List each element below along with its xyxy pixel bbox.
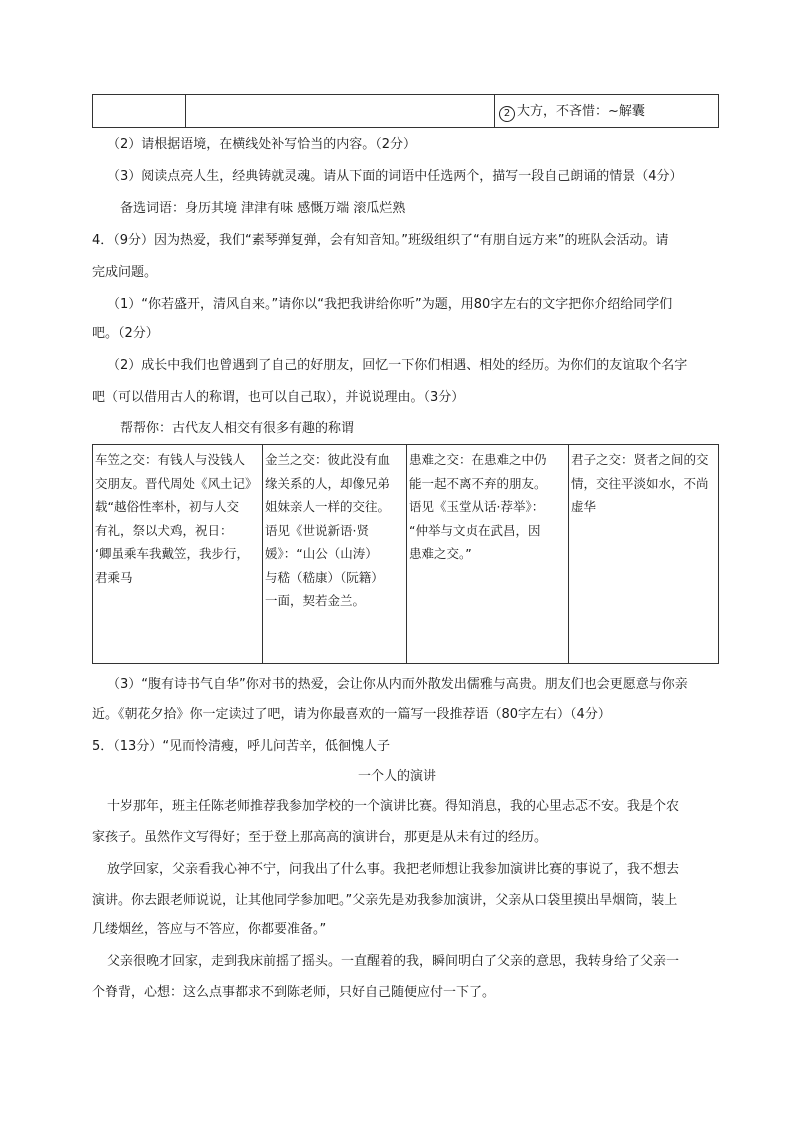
passage-para1-line1: 十岁那年，班主任陈老师推荐我参加学校的一个演讲比赛。得知消息，我的心里忐忑不安。我是个农 [107, 799, 680, 814]
table-cell [495, 95, 719, 128]
q3-part2: （2）请根据语境，在横线处补写恰当的内容。（2分） [107, 137, 417, 152]
definition-table-fragment [92, 94, 719, 128]
q3-part3: （3）阅读点亮人生，经典铸就灵魂。请从下面的词语中任选两个，描写一段自己朗诵的情景（4分） [107, 169, 683, 184]
table-cell [93, 95, 186, 128]
passage-title: 一个人的演讲 [357, 769, 436, 784]
table-cell-jinlanzhijiao: 金兰之交：彼此没有血 缘关系的人，却像兄弟 姐妹亲人一样的交往。 语见《世说新语·贤 媛》：“山公（山涛） 与嵇（嵇康）（阮籍） 一面，契若金兰。 [263, 445, 407, 664]
q4-stem-line1: 4．（9分）因为热爱，我们“素琴弹复弹，会有知音知。”班级组织了“有朋自远方来”的班队会活动。请 [92, 233, 669, 248]
q5-stem: 5．（13分）“见而怜清瘦，呼儿问苦辛，低徊愧人子 [92, 739, 391, 754]
table-cell [186, 95, 495, 128]
table-cell-chelizhijiao: 车笠之交：有钱人与没钱人 交朋友。晋代周处《风土记》 载“越俗性率朴，初与人交 有礼，祭以犬鸡，祝日： ‘卿虽乘车我戴笠，我步行， 君乘马 [93, 445, 263, 664]
q4-part1-line1: （1）“你若盛开，清风自来。”请你以“我把我讲给你听”为题，用80字左右的文字把你介绍给同学们 [107, 297, 673, 312]
passage-para2-line1: 放学回家，父亲看我心神不宁，问我出了什么事。我把老师想让我参加演讲比赛的事说了，我不想去 [107, 862, 680, 877]
q4-part2-line1: （2）成长中我们也曾遇到了自己的好朋友，回忆一下你们相遇、相处的经历。为你们的友谊取个名字 [107, 358, 688, 373]
q4-part1-line2: 吧。（2分） [92, 326, 159, 341]
circled-number: 2 [499, 106, 515, 122]
passage-para3-line2: 个脊背，心想：这么点事都求不到陈老师，只好自己随便应付一下了。 [92, 985, 496, 1000]
q4-part2-line2: 吧（可以借用古人的称谓，也可以自己取），并说说理由。（3分） [92, 390, 465, 405]
ancient-friendship-table [92, 444, 719, 664]
table-cell-junzizhijiao: 君子之交：贤者之间的交 情，交往平淡如水，不尚 虚华 [569, 445, 719, 664]
q4-stem-line2: 完成问题。 [92, 265, 158, 280]
passage-para3-line1: 父亲很晚才回家，走到我床前摇了摇头。一直醒着的我，瞬间明白了父亲的意思，我转身给了父亲一 [107, 954, 680, 969]
passage-para1-line2: 家孩子。虽然作文写得好；至于登上那高高的演讲台，那更是从未有过的经历。 [92, 830, 548, 845]
q3-word-list: 备选词语：身历其境 津津有味 感慨万端 滚瓜烂熟 [120, 201, 406, 216]
table-cell-huannanzhijiao: 患难之交：在患难之中仍 能一起不离不弃的朋友。 语见《玉堂从话·荐举》： “仲举与文贞在武昌，因 患难之交。” [407, 445, 569, 664]
passage-para2-line3: 几缕烟丝，答应与不答应，你都要准备。” [92, 922, 327, 937]
q4-part3-line2: 近。《朝花夕拾》你一定读过了吧，请为你最喜欢的一篇写一段推荐语（80字左右）（4分） [92, 707, 611, 722]
q4-part3-line1: （3）“腹有诗书气自华”你对书的热爱，会让你从内而外散发出儒雅与高贵。朋友们也会更愿意与你亲 [107, 677, 688, 692]
passage-para2-line2: 演讲。你去跟老师说说，让其他同学参加吧。”父亲先是劝我参加演讲，父亲从口袋里摸出旱烟筒，装上 [92, 893, 678, 908]
definition-text: 大方，不吝惜：~解囊 [517, 104, 645, 119]
q4-help-note: 帮帮你：古代友人相交有很多有趣的称谓 [120, 421, 355, 436]
